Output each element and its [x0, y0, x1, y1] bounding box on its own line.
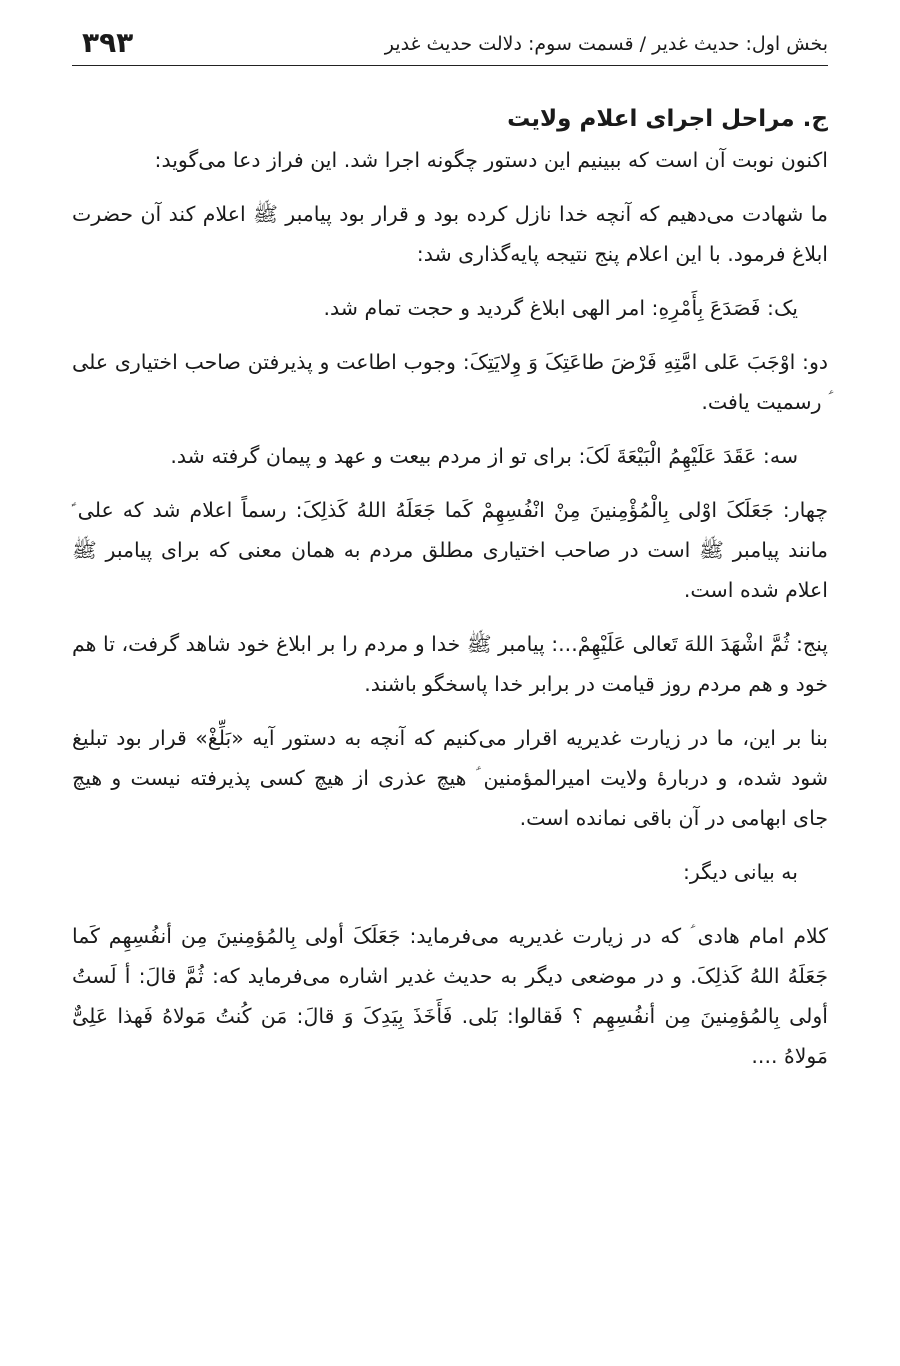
page-number: ۳۹۳ — [82, 26, 134, 59]
paragraph-in-other-words: به بیانی دیگر: — [682, 860, 798, 884]
paragraph-result-five: پنج: ثُمَّ اشْهَدَ اللهَ تَعالی عَلَیْهِمْ...: پیامبر ﷺ خدا و مردم را بر ابلاغ خود شاهد گرفت، تا هم خود و هم مردم روز قیامت در برابر خدا پاسخگو باشند. — [72, 632, 828, 696]
paragraph-intro: اکنون نوبت آن است که ببینیم این دستور چگونه اجرا شد. این فراز دعا می‌گوید: — [154, 148, 828, 172]
paragraph-testimony: ما شهادت می‌دهیم که آنچه خدا نازل کرده بود و قرار بود پیامبر ﷺ اعلام کند آن حضرت ابلاغ فرمود. با این اعلام پنج نتیجه پایه‌گذاری شد: — [72, 202, 828, 266]
section-heading: ج. مراحل اجرای اعلام ولایت — [507, 106, 828, 132]
running-header — [72, 0, 828, 66]
paragraph-result-one: یک: فَصَدَعَ بِأَمْرِهِ: امر الهی ابلاغ گردید و حجت تمام شد. — [323, 296, 798, 320]
header-title: بخش اول: حدیث غدیر / قسمت سوم: دلالت حدیث غدیر — [384, 33, 828, 55]
paragraph-imam-hadi: کلام امام هادی ؑ که در زیارت غدیریه می‌فرماید: جَعَلَکَ أولی بِالمُؤمِنینَ مِن أنفُسِهِم کَما جَعَلَهُ اللهُ کَذلِکَ. و در موضعی دیگر به حدیث غدیر اشاره می‌فرماید که: ثُمَّ قالَ: أ لَستُ أولی بِالمُؤمِنینَ مِن أنفُسِهِم ؟ فَقالوا: بَلی. فَأَخَذَ بِیَدِکَ وَ قالَ: مَن کُنتُ مَولاهُ فَهذا عَلِیٌّ مَولاهُ .... — [72, 924, 828, 1068]
paragraph-conclusion: بنا بر این، ما در زیارت غدیریه اقرار می‌کنیم که آنچه به دستور آیه «بَلِّغْ» قرار بود تبلیغ شود شده، و دربارهٔ ولایت امیرالمؤمنین ؑ هیچ عذری از هیچ کسی پذیرفته نیست و هیچ جای ابهامی در آن باقی نمانده است. — [72, 726, 828, 830]
paragraph-result-three: سه: عَقَدَ عَلَیْهِمُ الْبَیْعَةَ لَکَ: برای تو از مردم بیعت و عهد و پیمان گرفته شد. — [170, 444, 798, 468]
paragraph-result-two: دو: اوْجَبَ عَلی امَّتِهِ فَرْضَ طاعَتِکَ وَ وِلایَتِکَ: وجوب اطاعت و پذیرفتن صاحب اختیاری علی ؑ رسمیت یافت. — [72, 350, 828, 414]
paragraph-result-four: چهار: جَعَلَکَ اوْلی بِالْمُؤْمِنینَ مِنْ انْفُسِهِمْ کَما جَعَلَهُ اللهُ کَذلِکَ: رسماً اعلام شد که علی ؑ مانند پیامبر ﷺ است در صاحب اختیاری مطلق مردم به همان معنی که برای پیامبر ﷺ اعلام شده است. — [72, 498, 828, 602]
